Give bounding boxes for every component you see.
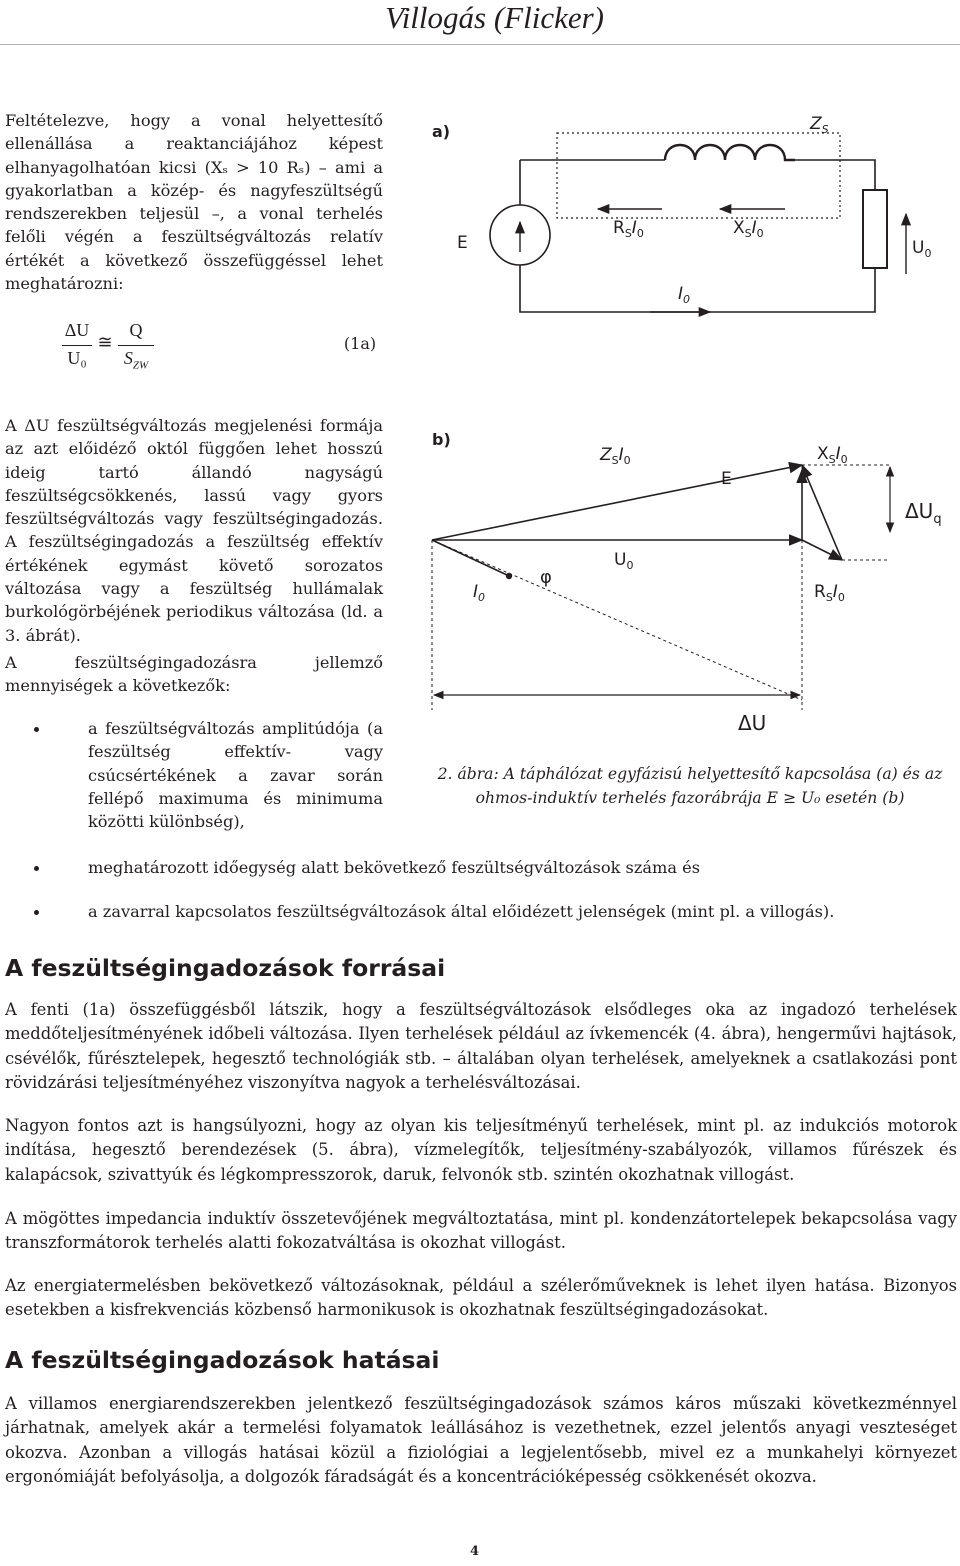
figure-a-label: a): [432, 122, 451, 141]
page-title: Villogás (Flicker): [385, 0, 604, 35]
impedance-dashed-box: [557, 133, 840, 218]
intro-paragraph: Feltételezve, hogy a vonal helyettesítő ellenállása a reaktanciájához képest elhanyagolhatóan kicsi (Xₛ > 10 Rₛ) – ami a gyakorlatban a közép- és nagyfeszültségű rendszerekben teljesül –, a vonal terhelés felőli végén a feszültségváltozás relatív értékét a következő összefüggéssel lehet meghatározni:: [5, 111, 383, 294]
characteristics-intro: A feszültségingadozásra jellemző mennyiségek a következők:: [5, 653, 383, 696]
bullet-item-1: a feszültségváltozás amplitúdója (a feszültség effektív- vagy csúcsértékének a zavar során fellépő maximuma és minimuma közötti különbség),: [88, 719, 383, 832]
phasor-i0-label: $I_0$: [473, 582, 486, 604]
section-heading-sources: A feszültségingadozások forrásai: [5, 954, 446, 982]
bullet-dot: [34, 866, 39, 871]
eq-rhs-den: $S_{ZW}$: [123, 348, 149, 372]
eq-lhs-den: U₀: [67, 348, 87, 368]
resistor-icon: [863, 190, 887, 268]
bullet-item-2: meghatározott időegység alatt bekövetkező feszültségváltozások száma és: [88, 858, 701, 877]
rs-drop-phasor: [802, 540, 842, 560]
circuit-wires: [520, 160, 875, 312]
phi-label: φ: [540, 567, 552, 588]
e-label: E: [457, 233, 468, 253]
caption-line-1: 2. ábra: A táphálózat egyfázisú helyettesítő kapcsolása (a) és az: [437, 765, 943, 783]
i0-label: $I_0$: [678, 284, 691, 306]
e-phasor: [432, 465, 802, 540]
phasor-rs-i0-label: $R_SI_0$: [814, 582, 845, 604]
eq-approx: ≅: [97, 332, 113, 352]
eq-label: (1a): [343, 334, 377, 353]
sources-paragraph-1: A fenti (1a) összefüggésből látszik, hogy a feszültségváltozások elsődleges oka az ingadozó terhelések meddőteljesítményének időbeli változása. Ilyen terhelések például az ívkemencék (4. ábra), hengerművi hajtások, csévélők, fűrésztelepek, hegesztő technológiák stb. – általában olyan terhelések, amelyeknek a csatlakozási pont rövidzárási teljesítményéhez viszonyítva nagyok a terhelésváltozásai.: [5, 1000, 957, 1092]
delta-uq-label: $\Delta U_q$: [905, 499, 942, 527]
delta-u-label: ΔU: [738, 711, 767, 735]
phasor-u0-label: $U_0$: [614, 550, 634, 572]
caption-line-2: ohmos-induktív terhelés fazorábrája E ≥ U₀ esetén (b): [475, 789, 905, 807]
sources-paragraph-4: Az energiatermelésben bekövetkező változásoknak, például a szélerőműveknek is lehet ilyen hatása. Bizonyos esetekben a kisfrekvenciás közbenső harmonikusok is okozhatnak feszültségingadozásokat.: [5, 1276, 957, 1320]
bullet-item-3: a zavarral kapcsolatos feszültségváltozások által előidézett jelenségek (mint pl. a villogás).: [88, 902, 835, 921]
xs-drop-phasor: [802, 465, 842, 560]
bullet-dot: [34, 910, 39, 915]
phasor-xs-i0-label: $X_SI_0$: [817, 444, 848, 466]
effects-paragraph-1: A villamos energiarendszerekben jelentkező feszültségingadozások számos káros műszaki következménnyel járhatnak, amelyek akár a termelési folyamatok leállásához is vezethetnek, ezzel jelentős anyagi veszteséget okozva. Azonban a villogás hatásai közül a fiziológiai a legjelentősebb, mivel ez a munkahelyi környezet ergonómiáját befolyásolja, a dolgozók fáradságát és a koncentrációképesség csökkenését okozva.: [5, 1394, 957, 1486]
eq-rhs-num: Q: [129, 320, 143, 340]
circuit-diagram: [432, 114, 931, 312]
delta-u-paragraph: A ΔU feszültségváltozás megjelenési formája az azt előidéző októl függően lehet hosszú ideig tartó állandó nagyságú feszültségcsökkenés, lassú vagy gyors feszültségváltozás vagy feszültségingadozás. A feszültségingadozás a feszültség effektív értékének egymást követő sorozatos változása vagy a feszültség hullámalak burkológörbéjének periodikus változása (ld. a 3. ábrát).: [5, 416, 383, 645]
phasor-diagram: [432, 430, 942, 735]
inductor-icon: [665, 145, 795, 160]
figure-b-label: b): [432, 430, 451, 449]
zs-label: $Z_S$: [810, 114, 829, 136]
u0-label: $U_0$: [912, 238, 932, 260]
sources-paragraph-3: A mögöttes impedancia induktív összetevőjének megváltoztatása, mint pl. kondenzátortelepek bekapcsolása vagy transzformátorok terhelés alatti fokozatváltása is okozhat villogást.: [5, 1209, 957, 1253]
phasor-e-label: E: [721, 469, 732, 489]
sources-paragraph-2: Nagyon fontos azt is hangsúlyozni, hogy az olyan kis teljesítményű terhelések, mint pl. az indukciós motorok indítása, hegesztő berendezések (5. ábra), vízmelegítők, teljesítmény-szabályozók, villamos fűrészek és kalapácsok, szivattyúk és légkompresszorok, daruk, felvonók stb. szintén okozhatnak villogást.: [5, 1116, 957, 1184]
xs-i0-label: $X_SI_0$: [733, 218, 764, 240]
rs-i0-label: $R_SI_0$: [613, 218, 644, 240]
figure-caption: [425, 762, 955, 810]
zs-i0-label: $Z_SI_0$: [600, 445, 631, 467]
page-number: 4: [470, 1544, 480, 1559]
section-heading-effects: A feszültségingadozások hatásai: [5, 1346, 440, 1374]
eq-lhs-num: ΔU: [64, 320, 90, 340]
